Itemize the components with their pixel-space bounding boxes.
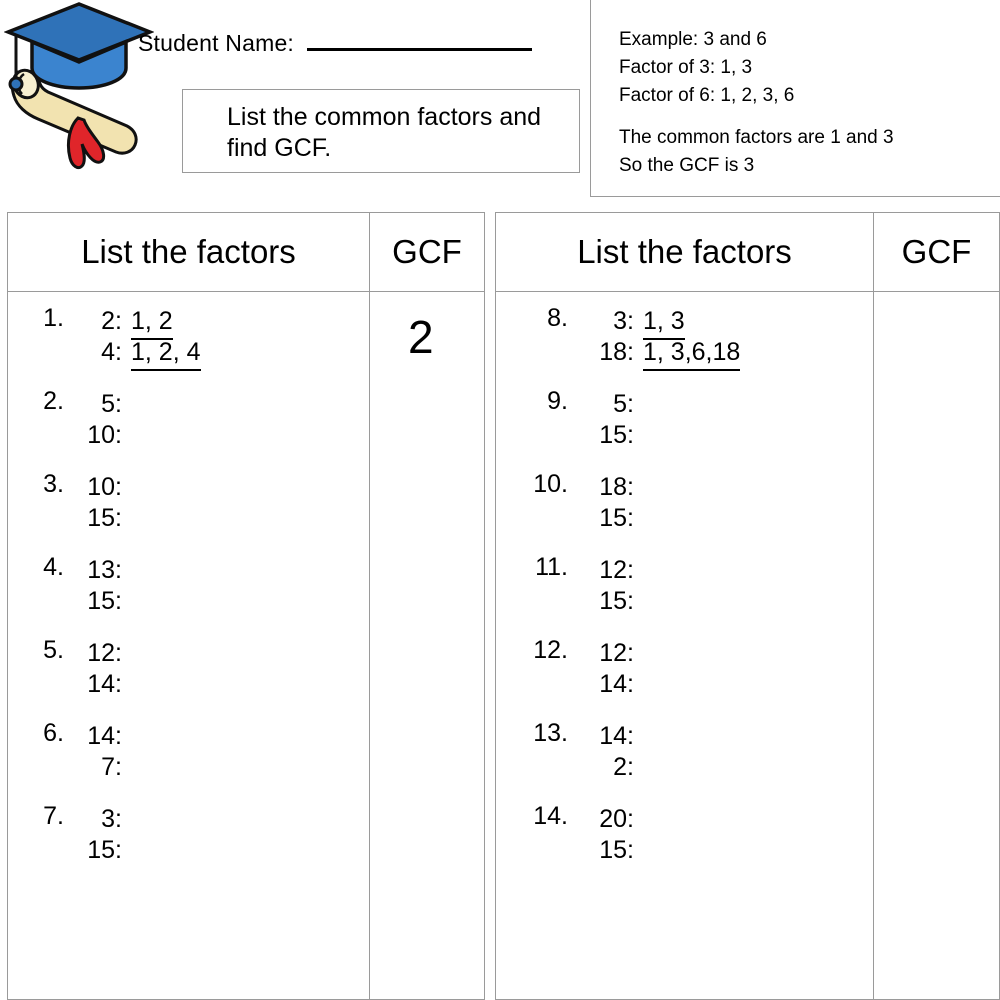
factor-row (576, 638, 793, 669)
factor-row (576, 669, 793, 700)
problem-item (506, 555, 793, 617)
problem-number: 3. (43, 470, 64, 498)
factor-number-label: 2: (613, 753, 634, 781)
factor-row (70, 472, 281, 503)
factor-row (576, 337, 740, 368)
problem-item (38, 721, 281, 783)
problem-number: 7. (43, 802, 64, 830)
student-name-blank[interactable] (307, 28, 532, 51)
factor-row (70, 586, 281, 617)
problem-list-right (506, 292, 793, 887)
factor-row (70, 503, 281, 534)
factor-number-label: 3: (101, 805, 122, 833)
problems-table-right (495, 212, 1000, 1000)
factor-row (576, 555, 793, 586)
problem-item (38, 306, 281, 368)
factor-number-label: 15: (87, 836, 122, 864)
factor-number-label: 18: (599, 473, 634, 501)
example-line-3: Factor of 6: 1, 2, 3, 6 (619, 84, 795, 106)
factor-row (576, 503, 793, 534)
factor-number-label: 18: (599, 338, 634, 366)
factor-row (70, 835, 281, 866)
graduation-cap-diploma-icon (4, 2, 154, 187)
example-box (590, 0, 1000, 197)
problem-item (506, 389, 793, 451)
problem-rows (70, 389, 281, 451)
example-line-2: Factor of 3: 1, 3 (619, 56, 753, 78)
problem-number: 13. (533, 719, 568, 747)
problem-item (38, 638, 281, 700)
factor-row (70, 721, 281, 752)
problem-number: 2. (43, 387, 64, 415)
problem-rows (576, 306, 740, 368)
factor-number-label: 3: (613, 307, 634, 335)
factor-row (576, 804, 793, 835)
factor-number-label: 13: (87, 556, 122, 584)
table-left-column-divider (369, 292, 370, 999)
factor-number-label: 4: (101, 338, 122, 366)
problem-list-left (38, 292, 281, 887)
problem-rows (70, 555, 281, 617)
factor-row (576, 420, 793, 451)
problem-item (38, 389, 281, 451)
factor-number-label: 12: (87, 639, 122, 667)
factor-row (70, 306, 201, 337)
factor-number-label: 7: (101, 753, 122, 781)
problem-rows (576, 472, 793, 534)
problem-number: 9. (547, 387, 568, 415)
table-left-body (8, 292, 484, 999)
table-right-header-gcf: GCF (873, 213, 999, 291)
example-line-4: The common factors are 1 and 3 (619, 126, 894, 148)
factor-number-label: 20: (599, 805, 634, 833)
factor-number-label: 15: (599, 587, 634, 615)
table-right-column-divider (873, 292, 874, 999)
table-right-header (496, 213, 999, 292)
problem-rows (70, 804, 281, 866)
factor-number-label: 14: (87, 670, 122, 698)
problem-rows (576, 555, 793, 617)
problem-number: 12. (533, 636, 568, 664)
example-spacer (619, 110, 994, 124)
factor-number-label: 12: (599, 556, 634, 584)
table-left-header-gcf: GCF (369, 213, 484, 291)
table-left-header (8, 213, 484, 292)
factor-row (70, 555, 281, 586)
problem-item (506, 638, 793, 700)
problem-rows (576, 389, 793, 451)
problem-rows (576, 721, 793, 783)
example-line-1: Example: 3 and 6 (619, 29, 767, 50)
factor-answer-field[interactable]: 1, 3,6,18 (643, 337, 740, 371)
factor-answer-field[interactable]: 1, 2, 4 (131, 337, 201, 371)
problem-item (506, 472, 793, 534)
problem-rows (70, 306, 201, 368)
factor-number-label: 5: (101, 390, 122, 418)
factor-number-label: 15: (87, 587, 122, 615)
factor-row (576, 586, 793, 617)
problem-item (38, 555, 281, 617)
student-name-label: Student Name: (138, 30, 295, 56)
problem-rows (70, 638, 281, 700)
factor-row (70, 752, 281, 783)
factor-answer-field[interactable]: 1, 3 (643, 306, 685, 340)
factor-row (576, 721, 793, 752)
instruction-box (182, 89, 580, 173)
factor-number-label: 15: (87, 504, 122, 532)
problems-table-left (7, 212, 485, 1000)
problem-number: 11. (535, 553, 568, 581)
factor-number-label: 2: (101, 307, 122, 335)
table-right-body (496, 292, 999, 999)
factor-row (576, 389, 793, 420)
problem-number: 14. (533, 802, 568, 830)
factor-row (70, 669, 281, 700)
problem-item (506, 306, 793, 368)
factor-row (70, 638, 281, 669)
factor-number-label: 14: (599, 722, 634, 750)
factor-number-label: 14: (599, 670, 634, 698)
factor-number-label: 15: (599, 421, 634, 449)
problem-number: 1. (43, 304, 64, 332)
example-line-5: So the GCF is 3 (619, 154, 755, 176)
factor-row (70, 337, 201, 368)
factor-number-label: 12: (599, 639, 634, 667)
factor-row (576, 835, 793, 866)
problem-number: 5. (43, 636, 64, 664)
problem-item (506, 721, 793, 783)
problem-item (38, 472, 281, 534)
factor-row (70, 804, 281, 835)
student-name-line (138, 28, 578, 57)
problem-item (38, 804, 281, 866)
problem-number: 10. (533, 470, 568, 498)
problem-number: 4. (43, 553, 64, 581)
factor-number-label: 5: (613, 390, 634, 418)
factor-number-label: 10: (87, 421, 122, 449)
factor-row (576, 472, 793, 503)
table-right-header-factors: List the factors (577, 233, 792, 270)
factor-row (576, 306, 740, 337)
problem-number: 8. (547, 304, 568, 332)
problem-rows (70, 472, 281, 534)
problem-item (506, 804, 793, 866)
gcf-answer-left[interactable]: 2 (408, 311, 434, 363)
problem-number: 6. (43, 719, 64, 747)
factor-number-label: 15: (599, 836, 634, 864)
factor-answer-field[interactable]: 1, 2 (131, 306, 173, 340)
problem-rows (70, 721, 281, 783)
factor-number-label: 15: (599, 504, 634, 532)
table-left-header-factors: List the factors (81, 233, 296, 270)
factor-number-label: 10: (87, 473, 122, 501)
example-content (619, 26, 994, 180)
problem-rows (576, 804, 793, 866)
problem-rows (576, 638, 793, 700)
instruction-text: List the common factors and find GCF. (227, 103, 542, 163)
factor-number-label: 14: (87, 722, 122, 750)
factor-row (70, 389, 281, 420)
factor-row (576, 752, 793, 783)
factor-row (70, 420, 281, 451)
